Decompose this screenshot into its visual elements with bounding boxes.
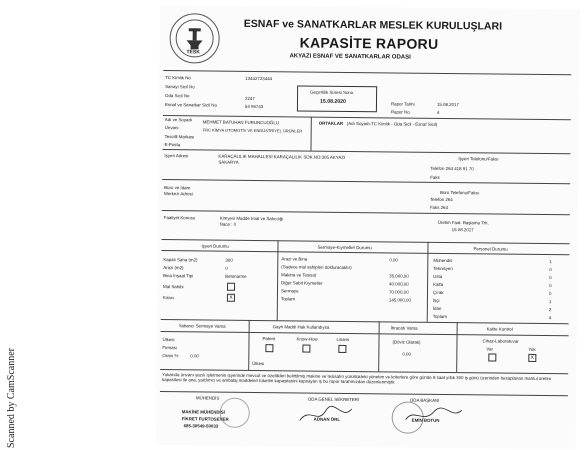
secretary-title: ODA GENEL SEKRETERİ [307, 396, 360, 403]
owner-name-label: Adı ve Soyadı [164, 117, 193, 123]
address-line2: SAKARYA [218, 159, 239, 165]
activity-label: Faaliyet Konusu [163, 215, 196, 221]
staff-row-label: Mühendis [433, 257, 453, 264]
tc-label: TC Kimlik No [165, 75, 191, 81]
report-title: KAPASİTE RAPORU [299, 34, 439, 52]
capital-row-label: Sermaye [280, 288, 299, 294]
validity-value: 15.08.2020 [319, 98, 346, 105]
fax-value: Faks [430, 174, 440, 180]
office-fax-value: Faks 264 [429, 204, 448, 211]
knowhow-checkbox[interactable] [302, 345, 310, 353]
engineer-no: 685-30549-50033 [183, 423, 219, 429]
tenant-label: Kiracı [162, 295, 175, 301]
capital-row-value: 70.000,00 [388, 289, 409, 295]
partners-note: (Adı Soyadı-TC Kimlik - Oda Sicil - Esnaf Sicil) [346, 120, 438, 127]
nace-value: Nace : 0 [219, 221, 237, 227]
owner-checkbox[interactable] [227, 283, 235, 291]
validity-box [297, 85, 377, 112]
closed-area-label: Kapalı Saha (m2) [163, 257, 198, 263]
patent-checkbox[interactable] [265, 344, 273, 352]
foreign-title: Yabancı Sermaye Varsa [178, 323, 226, 329]
chamber-name: AKYAZI ESNAF VE SANATKARLAR ODASI [289, 53, 411, 61]
phone-value: Telefon 264 418 91 70 [430, 165, 474, 172]
secretary-signature [296, 402, 356, 427]
office-phone-label: Büro Telefonu/Faksı [440, 189, 480, 196]
export-title: İhracatı Varsa [390, 325, 418, 331]
quality-title: Kalite Kontrol [486, 326, 513, 332]
camscanner-caption: Scanned by CamScanner [6, 348, 17, 448]
start-value: 15.08.2017 [451, 227, 474, 233]
address-line1: KARAÇALILIK MAHALLESİ KARAÇALILIK SOK.NO:305 AKYAZI [218, 153, 346, 160]
export-value: 0.00 [402, 351, 411, 357]
staff-row-value: 0 [549, 267, 552, 273]
start-label: Üretim Faal. Başlama Trh. [437, 219, 489, 226]
knowhow-label: Know-How [296, 336, 318, 342]
intangible-country-label: Ülkesi [252, 360, 265, 367]
capital-row-value: 35.000,00 [389, 273, 409, 279]
president-signature [404, 406, 464, 427]
report-date-value: 15.08.2017 [436, 101, 459, 108]
staff-row-label: Kalfa [433, 281, 444, 287]
staff-row-value: 1 [548, 299, 552, 305]
report-no-label: Rapor No [390, 109, 410, 115]
logo-text: TESK [186, 49, 200, 56]
capital-row-label: Toplam [280, 296, 296, 302]
open-area-value: 0 [225, 265, 228, 271]
staff-title: Personel Durumu [473, 246, 508, 252]
quality-no-label: Yok [528, 346, 536, 352]
owner-title-label: Ünvanı [164, 125, 179, 131]
workplace-title: İşyeri Durumu [201, 243, 229, 249]
patent-label: Patent [262, 336, 276, 342]
staff-row-label: İdari [432, 305, 442, 311]
phone-label: İşyeri Telefonu/Faksı [458, 156, 499, 162]
capital-row-value: 145.000,00 [388, 297, 411, 303]
capital-row-label: (Sadece mal sahipleri dolduracaktır) [281, 264, 352, 271]
staff-row-label: Usta [433, 273, 443, 279]
staff-row-label: Toplam [432, 313, 447, 320]
report-date-label: Rapor Tarihi [390, 101, 415, 107]
license-checkbox[interactable] [338, 345, 346, 353]
office-label1: Büro ve İdare [164, 185, 191, 191]
building-type-label: Bina İnşaat Tipi [163, 273, 194, 279]
quality-no-checkbox[interactable]: X [528, 354, 536, 362]
quality-yes-label: Var [486, 346, 493, 352]
owner-status-label: Mal Sahibi [163, 284, 184, 290]
engineer-stamp [220, 398, 250, 428]
email-label: E-Posta [164, 142, 181, 148]
esnaf-value: 54 95743 [244, 103, 264, 110]
tesk-logo [169, 13, 220, 64]
engineer-role: MAKİNE MÜHENDİSİ [181, 409, 225, 415]
building-type-value: Betonarme [225, 273, 247, 279]
staff-row-value: 1 [549, 259, 552, 265]
org-name: ESNAF ve SANATKARLAR MESLEK KURULUŞLARI [243, 17, 503, 33]
staff-row-value: 4 [548, 315, 552, 321]
oda-value: 2247 [245, 95, 255, 101]
sanayi-label: Sanayi Sicil No [165, 84, 195, 90]
oda-label: Oda Sicil No [165, 93, 190, 99]
tc-value: 13442723444 [245, 75, 273, 82]
staff-row-label: Teknisyen [433, 265, 453, 272]
owner-title-value: FRC KİMYA OTOMOTİV VE ENDÜSTRİYEL ÜRÜNLER [202, 127, 303, 134]
engineer-title: MÜHENDİS [195, 395, 220, 401]
quality-yes-checkbox[interactable] [488, 353, 496, 361]
capital-row-value: 0.00 [389, 257, 398, 263]
staff-row-value: 0 [548, 291, 552, 297]
open-area-label: Arazi (m2) [163, 265, 184, 271]
foreign-firm-label: Firması [162, 345, 178, 351]
partners-label: ORTAKLAR [318, 120, 344, 126]
secretary-name: ADNAN ÖRL [313, 416, 341, 422]
closed-area-value: 300 [225, 257, 233, 263]
staff-row-label: Çırak [432, 289, 444, 295]
capital-title: Sermaye-Kıymetler Durumu [317, 244, 372, 251]
capital-row-value: 40.000,00 [389, 281, 409, 287]
capital-row-label: Arazi ve Bina [281, 256, 308, 262]
office-label2: Merkezi Adresi [163, 191, 193, 197]
capacity-report-form [155, 5, 580, 449]
brand-label: Tescilli Markası [164, 134, 195, 140]
president-title: ODA BAŞKANI [409, 397, 440, 403]
foreign-share-value: 0.00 [190, 353, 199, 359]
activity-value: Kimyevi Madde İmal ve Satıcılığı [219, 215, 284, 222]
staff-row-label: İşçi [432, 297, 440, 303]
quality-lab-label: Cihaz-Laboratuvar [482, 338, 519, 344]
report-no-value: 4 [436, 109, 440, 115]
foreign-country-label: Ülkesi [162, 337, 175, 343]
tenant-checkbox[interactable]: X [227, 294, 235, 302]
intangible-title: Gayri Maddi Hak Kullandıysa [272, 324, 330, 330]
staff-row-value: 0 [549, 275, 552, 281]
capital-row-label: Diğer Sabit Kıymetler [281, 280, 323, 286]
staff-row-value: 0 [549, 283, 552, 289]
esnaf-label: Esnaf ve Sanatkar Sicil No [164, 102, 217, 108]
president-name: EMİN BOTUN [411, 417, 440, 423]
staff-row-value: 2 [548, 307, 552, 313]
foreign-share-label: Oranı % [162, 353, 179, 359]
certification-note: Yukarıda ünvanı yazılı işletmenin işyerinde mevcut ve özellikleri belirtilmiş makine ve tesisatın yürürlükteki yönetim ve kriterlere göre günde 8 saat yıllık 300 iş günü üzerinden hesaplanan mamul üretim kapasitesi ile ana, yardımcı ve ambalaj maddeleri tüketim kapasitesini kapsayan iş bu rapor tarafımızdan düzenlenmiştir. [162, 372, 552, 385]
license-label: Lisans [336, 336, 350, 342]
address-label: İşyeri Adresi [164, 153, 189, 159]
validity-label: Geçerlilik Süresi Sonu [310, 89, 354, 96]
capital-row-label: Makina ve Tesisat [281, 272, 317, 278]
owner-name-value: MEHMET BATUHAN FURUNCUOĞLU [202, 119, 280, 126]
office-phone-value: Telefon 264 [429, 196, 453, 203]
export-currency: (Döviz Olarak) [392, 339, 421, 345]
engineer-name: FİKRET FURTOSEVER [181, 416, 229, 422]
